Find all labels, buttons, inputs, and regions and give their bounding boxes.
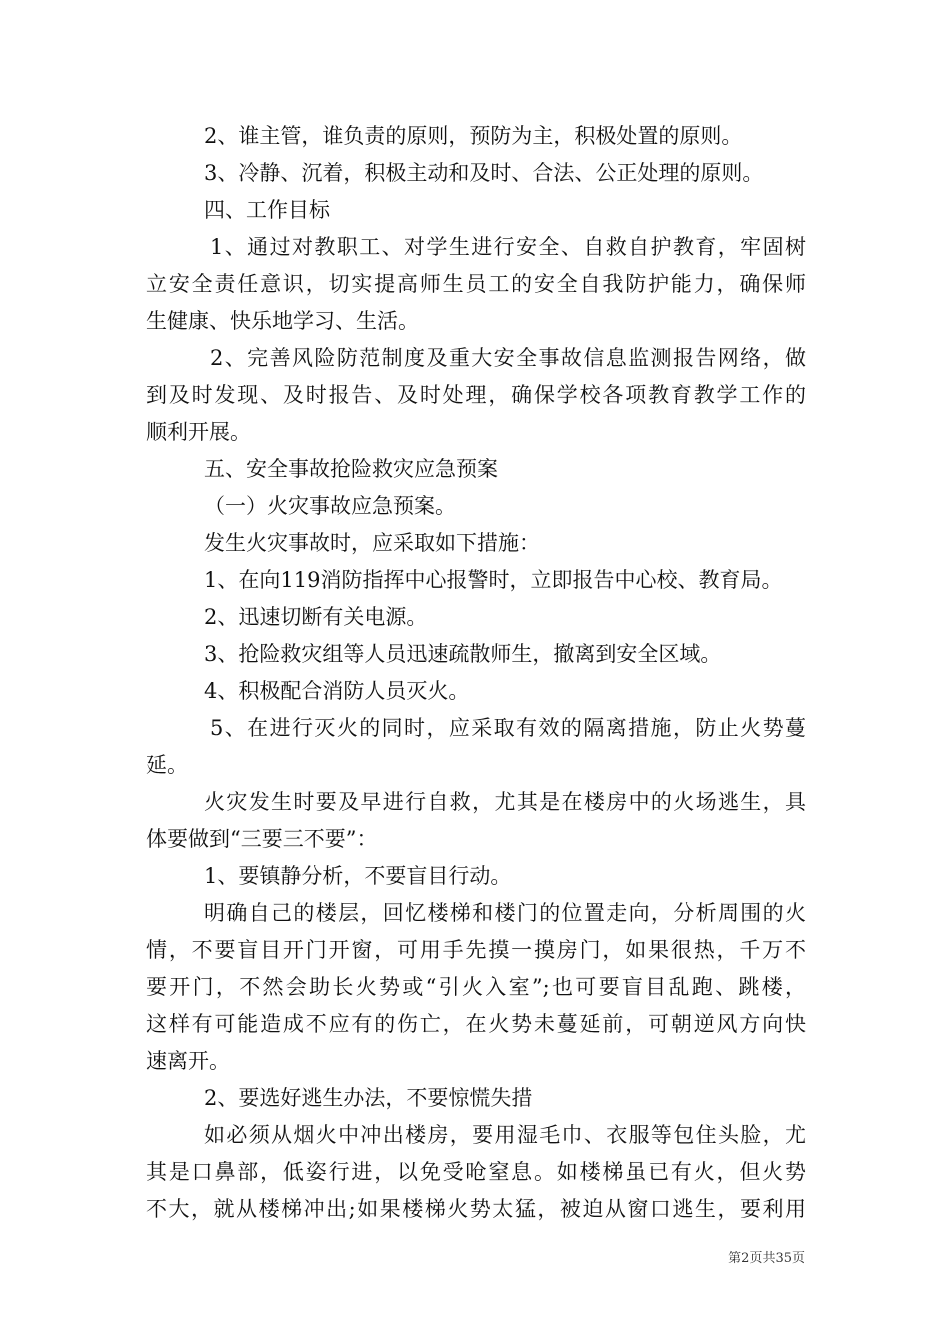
- text-line: 延。: [146, 753, 188, 777]
- text-line: 2、要选好逃生办法，不要惊慌失措: [204, 1086, 533, 1110]
- text-line: 体要做到“三要三不要”：: [146, 827, 378, 851]
- text-line: 火灾发生时要及早进行自救，尤其是在楼房中的火场逃生，具: [204, 790, 806, 814]
- text-line: 不大，就从楼梯冲出;如果楼梯火势太猛，被迫从窗口逃生，要利用: [146, 1197, 806, 1221]
- text-line: 2、谁主管，谁负责的原则，预防为主，积极处置的原则。: [204, 124, 743, 148]
- text-line: 到及时发现、及时报告、及时处理，确保学校各项教育教学工作的: [146, 383, 806, 407]
- text-line: 明确自己的楼层，回忆楼梯和楼门的位置走向，分析周围的火: [204, 901, 806, 925]
- text-line: 3、抢险救灾组等人员迅速疏散师生，撤离到安全区域。: [204, 642, 722, 666]
- text-line: 1、通过对教职工、对学生进行安全、自救自护教育，牢固树: [210, 235, 806, 259]
- text-line: 生健康、快乐地学习、生活。: [146, 309, 419, 333]
- document-body: [146, 118, 806, 1228]
- text-line: 要开门，不然会助长火势或“引火入室”;也可要盲目乱跑、跳楼，: [146, 975, 806, 999]
- text-line: 1、在向119消防指挥中心报警时，立即报告中心校、教育局。: [204, 568, 783, 592]
- text-line: 顺利开展。: [146, 420, 251, 444]
- subsection-heading: （一）火灾事故应急预案。: [204, 494, 456, 518]
- text-line: 3、冷静、沉着，积极主动和及时、合法、公正处理的原则。: [204, 161, 764, 185]
- text-line: 其是口鼻部，低姿行进，以免受呛窒息。如楼梯虽已有火，但火势: [146, 1160, 806, 1184]
- text-line: 情，不要盲目开门开窗，可用手先摸一摸房门，如果很热，千万不: [146, 938, 806, 962]
- section-heading: 五、安全事故抢险救灾应急预案: [204, 457, 498, 481]
- text-line: 2、完善风险防范制度及重大安全事故信息监测报告网络，做: [210, 346, 806, 370]
- text-line: 2、迅速切断有关电源。: [204, 605, 428, 629]
- text-line: 发生火灾事故时，应采取如下措施：: [204, 531, 540, 555]
- text-line: 如必须从烟火中冲出楼房，要用湿毛巾、衣服等包住头脸，尤: [204, 1123, 806, 1147]
- text-line: 速离开。: [146, 1049, 230, 1073]
- text-line: 5、在进行灭火的同时，应采取有效的隔离措施，防止火势蔓: [210, 716, 806, 740]
- text-line: 立安全责任意识，切实提高师生员工的安全自我防护能力，确保师: [146, 272, 806, 296]
- page-number: 第2页共35页: [728, 1251, 805, 1266]
- text-line: 4、积极配合消防人员灭火。: [204, 679, 470, 703]
- text-line: 1、要镇静分析，不要盲目行动。: [204, 864, 512, 888]
- section-heading: 四、工作目标: [204, 198, 330, 222]
- text-line: 这样有可能造成不应有的伤亡，在火势未蔓延前，可朝逆风方向快: [146, 1012, 806, 1036]
